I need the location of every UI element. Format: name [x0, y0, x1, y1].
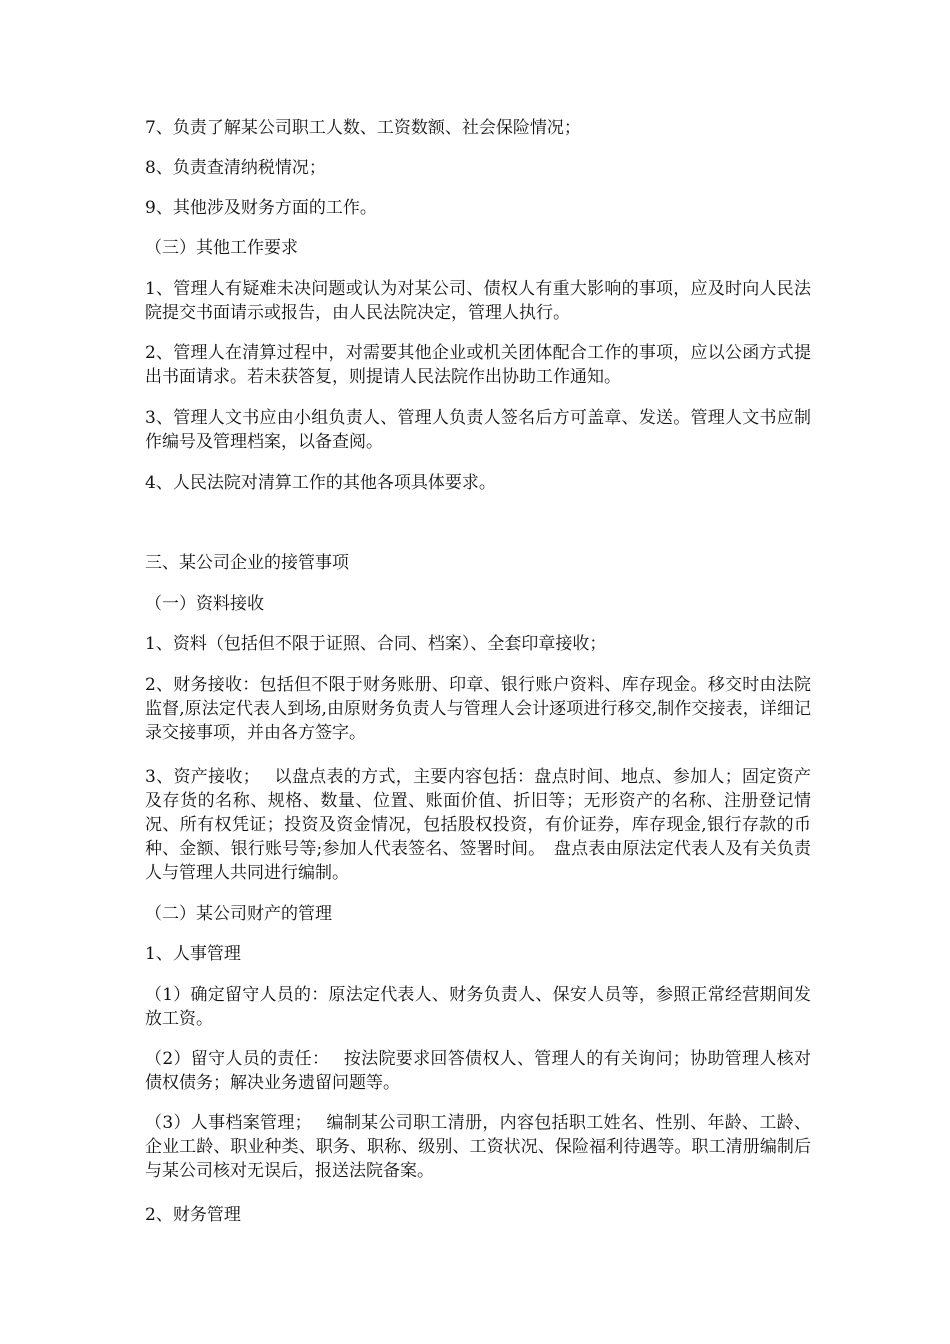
- subsection-heading-finance: 2、财务管理: [145, 1205, 241, 1225]
- paragraph-item-9: 9、其他涉及财务方面的工作。: [145, 198, 377, 218]
- chapter-heading-takeover: 三、某公司企业的接管事项: [145, 553, 349, 573]
- paragraph-personnel-2: （2）留守人员的责任： 按法院要求回答债权人、管理人的有关询问；协助管理人核对债权债务；解决业务遗留问题等。: [145, 1049, 811, 1093]
- paragraph-personnel-1: （1）确定留守人员的：原法定代表人、财务负责人、保安人员等，参照正常经营期间发放工资。: [145, 985, 811, 1029]
- subsection-heading-personnel: 1、人事管理: [145, 944, 241, 964]
- paragraph-item-8: 8、负责查清纳税情况；: [145, 158, 326, 178]
- paragraph-receipt-2: 2、财务接收：包括但不限于财务账册、印章、银行账户资料、库存现金。移交时由法院监督,原法定代表人到场,由原财务负责人与管理人会计逐项进行移交,制作交接表，详细记录交接事项，并由各方签字。: [145, 675, 811, 743]
- paragraph-item-7: 7、负责了解某公司职工人数、工资数额、社会保险情况；: [145, 118, 581, 138]
- paragraph-receipt-3: 3、资产接收； 以盘点表的方式，主要内容包括：盘点时间、地点、参加人；固定资产及存货的名称、规格、数量、位置、账面价值、折旧等；无形资产的名称、注册登记情况、所有权凭证；投资及资金情况，包括股权投资，有价证券，库存现金,银行存款的币种、金额、银行账号等;参加人代表签名、签署时间。 盘点表由原法定代表人及有关负责人与管理人共同进行编制。: [145, 767, 811, 883]
- paragraph-requirement-1: 1、管理人有疑难未决问题或认为对某公司、债权人有重大影响的事项，应及时向人民法院提交书面请示或报告，由人民法院决定，管理人执行。: [145, 279, 811, 323]
- section-heading-data-receipt: （一）资料接收: [145, 594, 264, 614]
- paragraph-requirement-4: 4、人民法院对清算工作的其他各项具体要求。: [145, 473, 496, 493]
- paragraph-personnel-3: （3）人事档案管理； 编制某公司职工清册，内容包括职工姓名、性别、年龄、工龄、企业工龄、职业种类、职务、职称、级别、工资状况、保险福利待遇等。职工清册编制后与某公司核对无误后，报送法院备案。: [145, 1113, 811, 1181]
- paragraph-requirement-3: 3、管理人文书应由小组负责人、管理人负责人签名后方可盖章、发送。管理人文书应制作编号及管理档案，以备查阅。: [145, 408, 811, 452]
- paragraph-receipt-1: 1、资料（包括但不限于证照、合同、档案）、全套印章接收；: [145, 634, 607, 654]
- section-heading-property-management: （二）某公司财产的管理: [145, 904, 332, 924]
- paragraph-requirement-2: 2、管理人在清算过程中，对需要其他企业或机关团体配合工作的事项，应以公函方式提出书面请求。若未获答复，则提请人民法院作出协助工作通知。: [145, 343, 811, 387]
- section-heading-other-requirements: （三）其他工作要求: [145, 238, 298, 258]
